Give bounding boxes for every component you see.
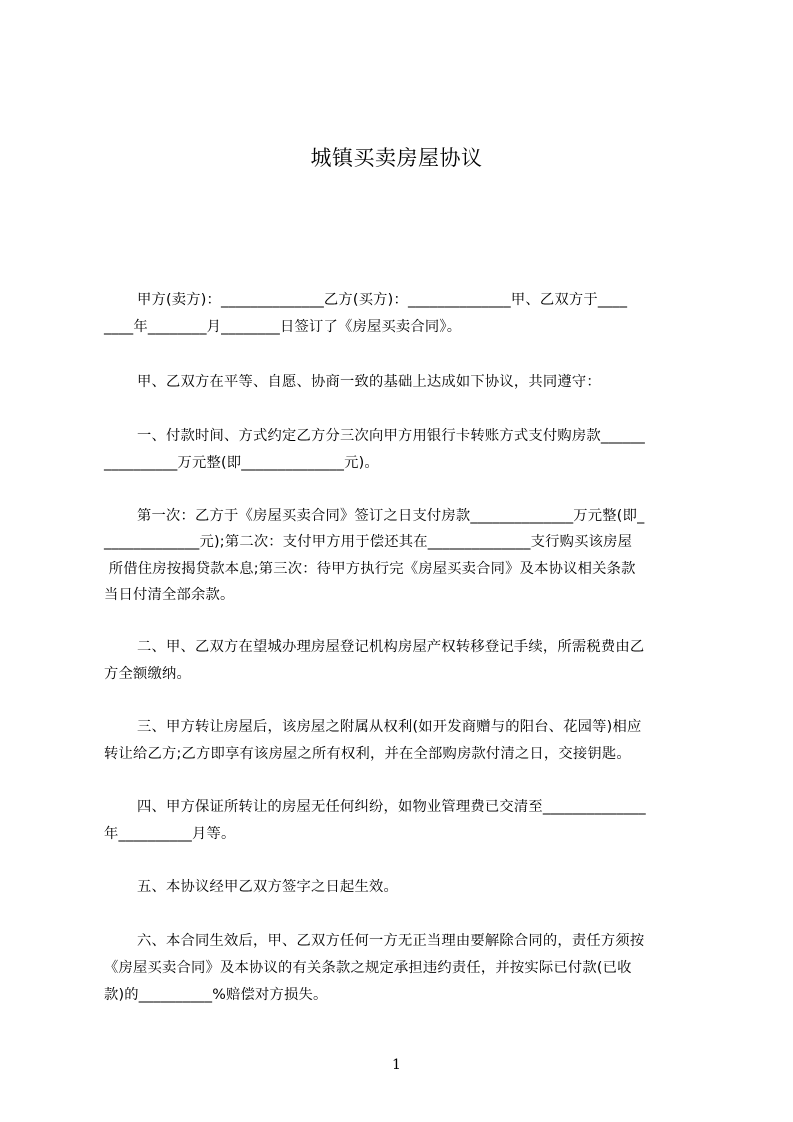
- clause-4-line-1: 四、甲方保证所转让的房屋无任何纠纷，如物业管理费已交清至______________: [137, 799, 646, 815]
- clause-2-line-2: 方全额缴纳。: [104, 666, 191, 682]
- parties-line-1: 甲方(卖方)：______________乙方(买方)：______________甲、乙双方于____: [137, 292, 628, 308]
- clause-3-line-1: 三、甲方转让房屋后，该房屋之附属从权利(如开发商赠与的阳台、花园等)相应: [137, 719, 642, 735]
- clause-2-line-1: 二、甲、乙双方在望城办理房屋登记机构房屋产权转移登记手续，所需税费由乙: [137, 639, 645, 655]
- payment-schedule-line-2: _____________元);第二次：支付甲方用于偿还其在______________支行购买该房屋: [104, 534, 633, 550]
- parties-line-2: ____年________月________日签订了《房屋买卖合同》。: [104, 319, 462, 335]
- payment-schedule-line-3: 所借住房按揭贷款本息;第三次：待甲方执行完《房屋买卖合同》及本协议相关条款: [104, 561, 636, 577]
- payment-schedule-line-1: 第一次：乙方于《房屋买卖合同》签订之日支付房款______________万元整(即_: [137, 508, 645, 524]
- clause-6-line-1: 六、本合同生效后，甲、乙双方任何一方无正当理由要解除合同的，责任方须按: [137, 933, 645, 949]
- clause-1-line-2: __________万元整(即______________元)。: [104, 455, 379, 471]
- clause-6-line-2: 《房屋买卖合同》及本协议的有关条款之规定承担违约责任，并按实际已付款(已收: [104, 960, 632, 976]
- clause-3-line-2: 转让给乙方;乙方即享有该房屋之所有权利，并在全部购房款付清之日，交接钥匙。: [104, 746, 631, 762]
- agreement-intro: 甲、乙双方在平等、自愿、协商一致的基础上达成如下协议，共同遵守：: [137, 374, 601, 390]
- clause-4-line-2: 年__________月等。: [104, 826, 236, 842]
- page-number: 1: [392, 1057, 401, 1073]
- clause-5: 五、本协议经甲乙双方签字之日起生效。: [137, 879, 398, 895]
- document-title: 城镇买卖房屋协议: [310, 146, 483, 170]
- payment-schedule-line-4: 当日付清全部余款。: [104, 587, 235, 603]
- clause-1-line-1: 一、付款时间、方式约定乙方分三次向甲方用银行卡转账方式支付购房款______: [137, 428, 645, 444]
- clause-6-line-3: 款)的__________%赔偿对方损失。: [104, 987, 328, 1003]
